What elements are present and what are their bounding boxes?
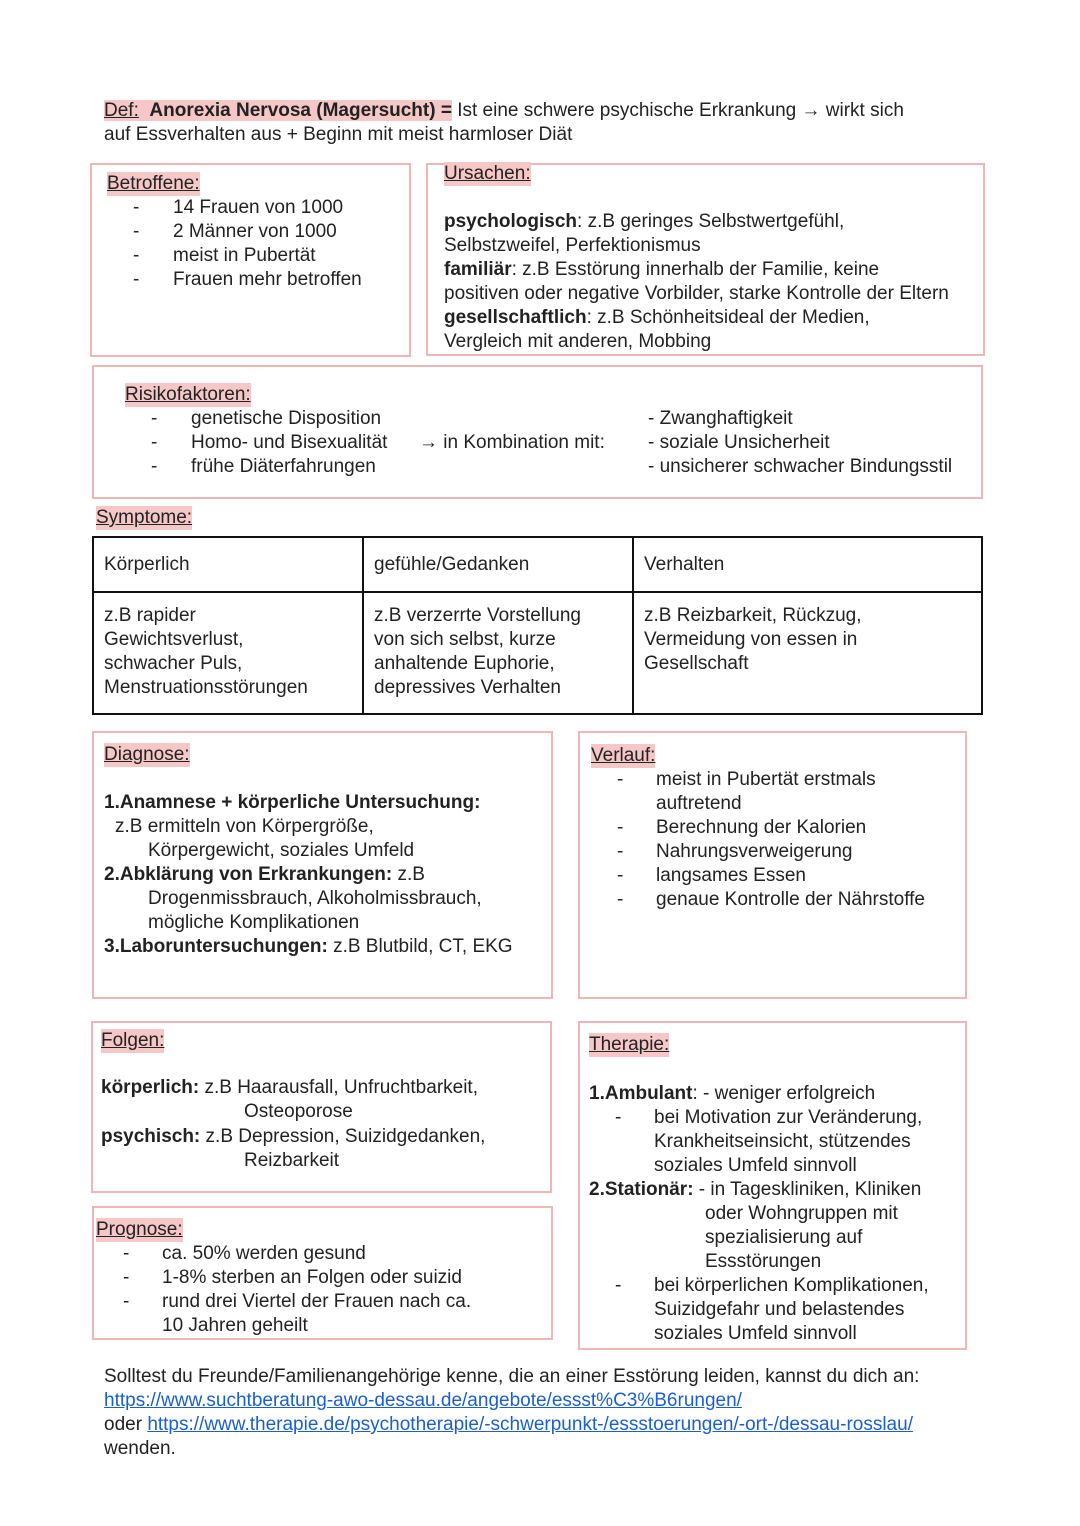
list-item: 14 Frauen von 1000: [173, 197, 344, 218]
list-item: auftretend: [656, 793, 742, 814]
ursachen-psych: psychologisch: z.B geringes Selbstwertgefühl,: [444, 211, 845, 232]
table-header: Körperlich: [93, 537, 363, 592]
ursachen-fam: familiär: z.B Esstörung innerhalb der Familie, keine: [444, 259, 880, 280]
list-item: 1-8% sterben an Folgen oder suizid: [162, 1267, 462, 1288]
table-cell: z.B verzerrte Vorstellung von sich selbst, kurze anhaltende Euphorie, depressives Verhalten: [363, 592, 633, 714]
list-item: 10 Jahren geheilt: [162, 1315, 308, 1336]
suchtberatung-link[interactable]: https://www.suchtberatung-awo-dessau.de/angebote/essst%C3%B6rungen/: [104, 1390, 742, 1411]
footer-end: wenden.: [104, 1438, 176, 1459]
list-item: meist in Pubertät: [173, 245, 316, 266]
definition-line-1: [104, 99, 904, 123]
list-item: Frauen mehr betroffen: [173, 269, 362, 290]
ursachen-ges: gesellschaftlich: z.B Schönheitsideal der Medien,: [444, 307, 870, 328]
folgen-title: Folgen:: [101, 1030, 165, 1051]
footer-oder: oder https://www.therapie.de/psychotherapie/-schwerpunkt-/essstoerungen/-ort-/dessau-rosslau/: [104, 1414, 913, 1435]
definition-text: Ist eine schwere psychische Erkrankung → wirkt sich: [457, 100, 904, 121]
definition-term: Anorexia Nervosa (Magersucht) =: [149, 100, 452, 121]
list-item: Nahrungsverweigerung: [656, 841, 853, 862]
table-cell: z.B rapider Gewichtsverlust, schwacher Puls, Menstruationsstörungen: [93, 592, 363, 714]
therapie-link[interactable]: https://www.therapie.de/psychotherapie/-schwerpunkt-/essstoerungen/-ort-/dessau-rosslau/: [147, 1414, 913, 1435]
therapie-title: Therapie:: [589, 1034, 670, 1055]
table-header: gefühle/Gedanken: [363, 537, 633, 592]
list-item: genaue Kontrolle der Nährstoffe: [656, 889, 925, 910]
table-cell: z.B Reizbarkeit, Rückzug, Vermeidung von essen in Gesellschaft: [633, 592, 982, 714]
list-item: - soziale Unsicherheit: [648, 432, 830, 453]
list-item: Homo- und Bisexualität: [191, 432, 388, 453]
diagnose-title: Diagnose:: [104, 744, 190, 765]
symptome-title: Symptome:: [96, 507, 193, 528]
symptome-table: [92, 536, 983, 715]
list-item: rund drei Viertel der Frauen nach ca.: [162, 1291, 472, 1312]
prognose-title: Prognose:: [96, 1219, 183, 1240]
list-item: ca. 50% werden gesund: [162, 1243, 366, 1264]
risiko-combo: → in Kombination mit:: [419, 432, 605, 453]
list-item: frühe Diäterfahrungen: [191, 456, 376, 477]
footer-text: Solltest du Freunde/Familienangehörige kenne, die an einer Esstörung leiden, kannst du dich an:: [104, 1366, 920, 1387]
list-item: langsames Essen: [656, 865, 806, 886]
ursachen-title: Ursachen:: [444, 163, 531, 184]
verlauf-title: Verlauf:: [591, 745, 656, 766]
risiko-title: Risikofaktoren:: [125, 384, 251, 405]
list-item: meist in Pubertät erstmals: [656, 769, 876, 790]
list-item: Berechnung der Kalorien: [656, 817, 867, 838]
betroffene-title: Betroffene:: [107, 173, 200, 194]
list-item: genetische Disposition: [191, 408, 382, 429]
list-item: - unsicherer schwacher Bindungsstil: [648, 456, 953, 477]
list-item: - Zwanghaftigkeit: [648, 408, 793, 429]
list-item: 2 Männer von 1000: [173, 221, 337, 242]
definition-label: Def:: [104, 100, 139, 121]
table-header: Verhalten: [633, 537, 982, 592]
definition-line-2: auf Essverhalten aus + Beginn mit meist harmloser Diät: [104, 124, 573, 145]
